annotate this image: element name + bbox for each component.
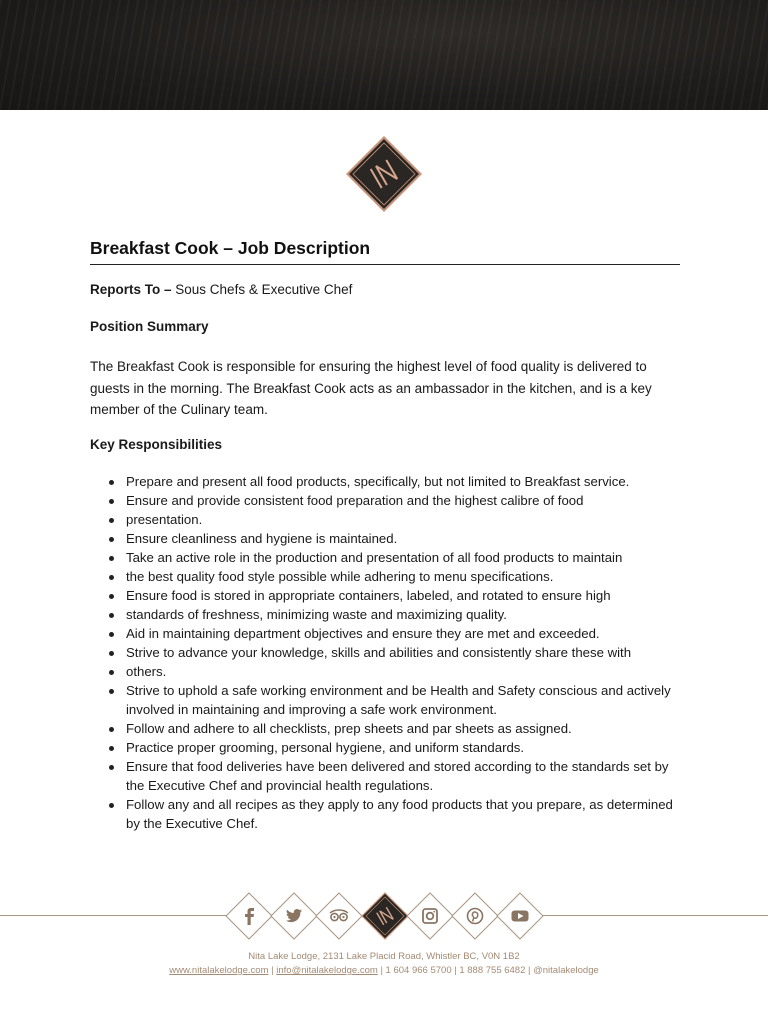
list-item: Strive to uphold a safe working environment and be Health and Safety conscious and actively involved in maintaining and improving a safe work environment.	[108, 681, 683, 719]
list-item: others.	[108, 662, 683, 681]
list-item: Take an active role in the production and presentation of all food products to maintain	[108, 548, 683, 567]
list-item: Ensure cleanliness and hygiene is maintained.	[108, 529, 683, 548]
email-link[interactable]: info@nitalakelodge.com	[276, 965, 378, 976]
instagram-icon[interactable]	[406, 892, 454, 940]
footer-contact-line	[0, 965, 768, 976]
key-responsibilities-heading: Key Responsibilities	[90, 437, 223, 452]
nita-lake-lodge-monogram-icon[interactable]	[361, 892, 409, 940]
header-banner	[0, 0, 768, 110]
list-item: presentation.	[108, 510, 683, 529]
footer-social-icons	[225, 892, 545, 940]
footer-separator: |	[271, 965, 274, 976]
nita-lake-lodge-monogram-icon	[345, 135, 423, 213]
list-item: Ensure that food deliveries have been delivered and stored according to the standards set by the Executive Chef and provincial health regulations.	[108, 757, 683, 795]
list-item: Strive to advance your knowledge, skills and abilities and consistently share these with	[108, 643, 683, 662]
list-item: Follow and adhere to all checklists, prep sheets and par sheets as assigned.	[108, 719, 683, 738]
twitter-icon[interactable]	[270, 892, 318, 940]
list-item: Prepare and present all food products, specifically, but not limited to Breakfast service.	[108, 472, 683, 491]
page-title: Breakfast Cook – Job Description	[90, 238, 371, 258]
list-item: Practice proper grooming, personal hygiene, and uniform standards.	[108, 738, 683, 757]
list-item: Ensure and provide consistent food preparation and the highest calibre of food	[108, 491, 683, 510]
reports-to-label: Reports To –	[90, 282, 172, 297]
reports-to-value: Sous Chefs & Executive Chef	[175, 282, 353, 297]
list-item: Follow any and all recipes as they apply to any food products that you prepare, as determined by the Executive Chef.	[108, 795, 683, 833]
list-item: the best quality food style possible while adhering to menu specifications.	[108, 567, 683, 586]
footer-phone-text: | 1 604 966 5700 | 1 888 755 6482 | @nitalakelodge	[380, 965, 599, 976]
tripadvisor-icon[interactable]	[315, 892, 363, 940]
position-summary-heading: Position Summary	[90, 319, 209, 334]
responsibilities-list	[108, 472, 683, 833]
position-summary-text: The Breakfast Cook is responsible for ensuring the highest level of food quality is delivered to guests in the morning. The Breakfast Cook acts as an ambassador in the kitchen, and is a key member of the Culinary team.	[90, 359, 652, 417]
title-divider	[90, 264, 680, 265]
footer-address: Nita Lake Lodge, 2131 Lake Placid Road, Whistler BC, V0N 1B2	[248, 951, 520, 962]
list-item: Aid in maintaining department objectives and ensure they are met and exceeded.	[108, 624, 683, 643]
website-link[interactable]: www.nitalakelodge.com	[169, 965, 269, 976]
reports-to-line	[90, 282, 352, 297]
list-item: standards of freshness, minimizing waste and maximizing quality.	[108, 605, 683, 624]
youtube-icon[interactable]	[496, 892, 544, 940]
pinterest-icon[interactable]	[451, 892, 499, 940]
list-item: Ensure food is stored in appropriate containers, labeled, and rotated to ensure high	[108, 586, 683, 605]
facebook-icon[interactable]	[225, 892, 273, 940]
